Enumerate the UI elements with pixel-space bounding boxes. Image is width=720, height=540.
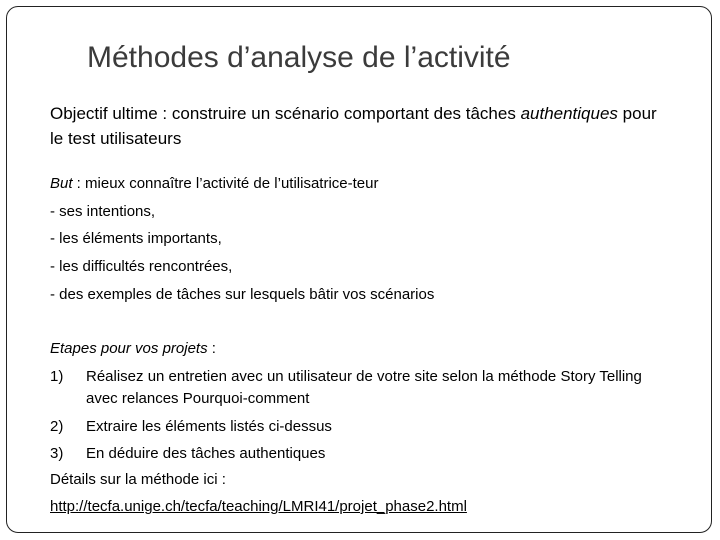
step-text: Réalisez un entretien avec un utilisateur de votre site selon la méthode Story Telling avec relances Pourquoi-comment xyxy=(86,368,642,407)
objective-paragraph xyxy=(50,101,670,151)
step-text: Extraire les éléments listés ci-dessus xyxy=(86,418,332,435)
bullet-item: - les difficultés rencontrées, xyxy=(50,258,233,275)
goal-line xyxy=(50,175,378,192)
step-item xyxy=(50,443,670,465)
steps-heading-suffix: : xyxy=(207,340,216,357)
step-number: 1) xyxy=(50,368,64,385)
objective-suffix: pour le test utilisateurs xyxy=(50,104,657,148)
step-item xyxy=(50,416,670,438)
step-number: 3) xyxy=(50,445,64,462)
step-item xyxy=(50,366,670,410)
steps-heading xyxy=(50,340,216,357)
objective-emphasis: authentiques xyxy=(520,104,618,123)
goal-text: : mieux connaître l’activité de l’utilisatrice-teur xyxy=(72,175,379,192)
slide-title: Méthodes d’analyse de l’activité xyxy=(87,41,511,74)
step-text: En déduire des tâches authentiques xyxy=(86,445,326,462)
bullet-item: - les éléments importants, xyxy=(50,230,222,247)
steps-heading-label: Etapes pour vos projets xyxy=(50,340,208,357)
step-number: 2) xyxy=(50,418,64,435)
details-text: Détails sur la méthode ici : xyxy=(50,471,226,488)
bullet-item: - des exemples de tâches sur lesquels bâtir vos scénarios xyxy=(50,286,435,303)
goal-label: But xyxy=(50,175,73,192)
method-link[interactable]: http://tecfa.unige.ch/tecfa/teaching/LMRI41/projet_phase2.html xyxy=(50,498,467,515)
bullet-item: - ses intentions, xyxy=(50,203,156,220)
objective-prefix: Objectif ultime : construire un scénario comportant des tâches xyxy=(50,104,521,123)
slide-frame xyxy=(6,6,712,533)
